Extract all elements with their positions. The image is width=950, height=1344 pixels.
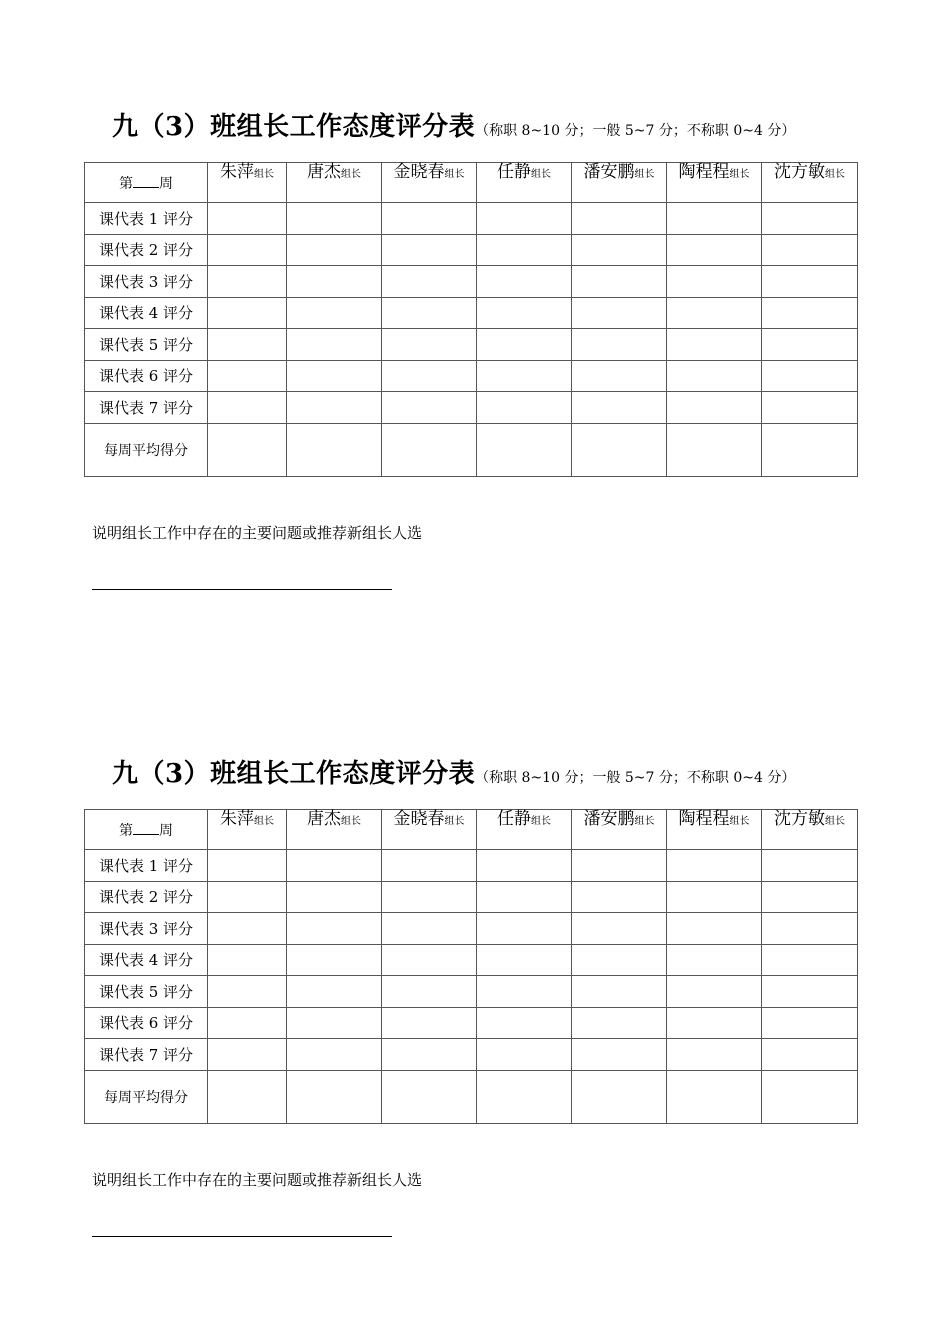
leader-name: 潘安鹏 <box>583 809 635 829</box>
leader-role: 组长 <box>634 816 655 827</box>
scale-note: （称职 8~10 分；一般 5~7 分；不称职 0~4 分） <box>475 770 796 786</box>
form-title-line <box>112 753 795 790</box>
score-cell[interactable] <box>287 913 382 945</box>
score-row <box>85 234 858 266</box>
average-cell[interactable] <box>667 423 762 476</box>
average-label: 每周平均得分 <box>85 1070 208 1123</box>
leader-header <box>667 163 762 203</box>
score-row <box>85 881 858 913</box>
score-cell[interactable] <box>572 881 667 913</box>
score-row <box>85 360 858 392</box>
score-cell[interactable] <box>287 329 382 361</box>
leader-name: 陶程程 <box>678 162 730 182</box>
leader-name: 沈方敏 <box>774 809 825 829</box>
row-label: 课代表 6 评分 <box>85 360 208 392</box>
row-label: 课代表 1 评分 <box>85 850 208 882</box>
score-cell[interactable] <box>477 360 572 392</box>
score-cell[interactable] <box>572 329 667 361</box>
score-cell[interactable] <box>208 850 287 882</box>
score-cell[interactable] <box>477 266 572 298</box>
score-row <box>85 203 858 235</box>
header-row <box>85 163 858 203</box>
score-cell[interactable] <box>477 913 572 945</box>
score-cell[interactable] <box>762 203 858 235</box>
score-cell[interactable] <box>762 881 858 913</box>
average-cell[interactable] <box>287 1070 382 1123</box>
week-suffix: 周 <box>159 175 173 192</box>
leader-name: 任静 <box>497 162 531 182</box>
score-cell[interactable] <box>667 944 762 976</box>
score-cell[interactable] <box>208 913 287 945</box>
row-label: 课代表 2 评分 <box>85 881 208 913</box>
score-cell[interactable] <box>208 203 287 235</box>
leader-header <box>572 810 667 850</box>
week-suffix: 周 <box>159 822 173 839</box>
leader-header <box>382 163 477 203</box>
score-row <box>85 976 858 1008</box>
leader-header <box>287 810 382 850</box>
leader-role: 组长 <box>729 169 750 180</box>
score-cell[interactable] <box>762 360 858 392</box>
row-label: 课代表 1 评分 <box>85 203 208 235</box>
average-cell[interactable] <box>572 423 667 476</box>
average-cell[interactable] <box>762 1070 858 1123</box>
score-cell[interactable] <box>208 360 287 392</box>
score-cell[interactable] <box>208 266 287 298</box>
average-cell[interactable] <box>208 1070 287 1123</box>
score-cell[interactable] <box>762 850 858 882</box>
score-cell[interactable] <box>572 266 667 298</box>
average-cell[interactable] <box>382 1070 477 1123</box>
score-cell[interactable] <box>667 976 762 1008</box>
header-row <box>85 810 858 850</box>
score-cell[interactable] <box>762 1007 858 1039</box>
score-cell[interactable] <box>287 360 382 392</box>
score-cell[interactable] <box>208 944 287 976</box>
comment-prompt: 说明组长工作中存在的主要问题或推荐新组长人选 <box>92 1171 423 1189</box>
score-cell[interactable] <box>572 203 667 235</box>
average-label: 每周平均得分 <box>85 423 208 476</box>
leader-role: 组长 <box>531 816 551 827</box>
score-cell[interactable] <box>477 850 572 882</box>
score-cell[interactable] <box>382 392 477 424</box>
score-cell[interactable] <box>667 203 762 235</box>
leader-name: 潘安鹏 <box>583 162 635 182</box>
score-cell[interactable] <box>667 881 762 913</box>
leader-name: 金晓春 <box>393 162 445 182</box>
row-label: 课代表 3 评分 <box>85 266 208 298</box>
leader-role: 组长 <box>531 169 551 180</box>
score-cell[interactable] <box>477 203 572 235</box>
score-cell[interactable] <box>477 297 572 329</box>
leader-name: 金晓春 <box>393 809 445 829</box>
leader-role: 组长 <box>825 169 845 180</box>
score-cell[interactable] <box>382 360 477 392</box>
score-cell[interactable] <box>287 1039 382 1071</box>
form-title: 九（3）班组长工作态度评分表 <box>112 759 476 789</box>
score-cell[interactable] <box>477 1007 572 1039</box>
leader-role: 组长 <box>341 816 361 827</box>
score-cell[interactable] <box>382 297 477 329</box>
score-row <box>85 1007 858 1039</box>
score-cell[interactable] <box>382 850 477 882</box>
score-cell[interactable] <box>287 266 382 298</box>
score-row <box>85 1039 858 1071</box>
leader-name: 朱萍 <box>220 809 254 829</box>
average-cell[interactable] <box>667 1070 762 1123</box>
score-cell[interactable] <box>667 297 762 329</box>
score-cell[interactable] <box>208 976 287 1008</box>
score-cell[interactable] <box>762 297 858 329</box>
leader-role: 组长 <box>729 816 750 827</box>
score-cell[interactable] <box>382 913 477 945</box>
score-row <box>85 266 858 298</box>
score-cell[interactable] <box>382 203 477 235</box>
average-cell[interactable] <box>382 423 477 476</box>
row-label: 课代表 2 评分 <box>85 234 208 266</box>
leader-role: 组长 <box>444 169 465 180</box>
score-cell[interactable] <box>762 329 858 361</box>
score-cell[interactable] <box>382 266 477 298</box>
leader-header <box>208 810 287 850</box>
score-table <box>84 162 858 477</box>
leader-header <box>287 163 382 203</box>
row-label: 课代表 4 评分 <box>85 944 208 976</box>
score-cell[interactable] <box>208 881 287 913</box>
score-cell[interactable] <box>572 913 667 945</box>
leader-name: 唐杰 <box>307 162 341 182</box>
average-cell[interactable] <box>762 423 858 476</box>
score-cell[interactable] <box>762 392 858 424</box>
leader-name: 陶程程 <box>678 809 730 829</box>
week-prefix: 第 <box>119 175 133 192</box>
week-header <box>85 810 208 850</box>
score-cell[interactable] <box>762 976 858 1008</box>
leader-role: 组长 <box>634 169 655 180</box>
average-row <box>85 423 858 476</box>
score-cell[interactable] <box>477 234 572 266</box>
average-cell[interactable] <box>477 1070 572 1123</box>
comment-answer-line[interactable] <box>92 1236 392 1237</box>
score-cell[interactable] <box>667 392 762 424</box>
score-cell[interactable] <box>287 850 382 882</box>
leader-header <box>667 810 762 850</box>
score-cell[interactable] <box>477 944 572 976</box>
row-label: 课代表 4 评分 <box>85 297 208 329</box>
row-label: 课代表 6 评分 <box>85 1007 208 1039</box>
score-row <box>85 913 858 945</box>
score-cell[interactable] <box>572 1007 667 1039</box>
score-cell[interactable] <box>572 850 667 882</box>
leader-header <box>382 810 477 850</box>
score-cell[interactable] <box>208 1039 287 1071</box>
leader-header <box>208 163 287 203</box>
leader-role: 组长 <box>444 816 465 827</box>
leader-name: 唐杰 <box>307 809 341 829</box>
score-cell[interactable] <box>208 392 287 424</box>
leader-header <box>572 163 667 203</box>
row-label: 课代表 7 评分 <box>85 392 208 424</box>
score-cell[interactable] <box>762 944 858 976</box>
score-row <box>85 297 858 329</box>
score-cell[interactable] <box>382 234 477 266</box>
score-cell[interactable] <box>287 1007 382 1039</box>
score-cell[interactable] <box>287 203 382 235</box>
score-cell[interactable] <box>287 297 382 329</box>
score-cell[interactable] <box>667 1039 762 1071</box>
score-cell[interactable] <box>477 329 572 361</box>
leader-name: 任静 <box>497 809 531 829</box>
week-header <box>85 163 208 203</box>
score-cell[interactable] <box>667 266 762 298</box>
score-cell[interactable] <box>667 329 762 361</box>
row-label: 课代表 3 评分 <box>85 913 208 945</box>
score-row <box>85 944 858 976</box>
week-number-blank[interactable] <box>133 173 159 188</box>
average-cell[interactable] <box>477 423 572 476</box>
score-row <box>85 392 858 424</box>
score-cell[interactable] <box>667 360 762 392</box>
score-cell[interactable] <box>667 913 762 945</box>
score-cell[interactable] <box>382 1007 477 1039</box>
score-cell[interactable] <box>762 1039 858 1071</box>
score-cell[interactable] <box>382 1039 477 1071</box>
score-cell[interactable] <box>382 881 477 913</box>
week-number-blank[interactable] <box>133 820 159 835</box>
leader-header <box>762 163 858 203</box>
week-prefix: 第 <box>119 822 133 839</box>
score-cell[interactable] <box>208 297 287 329</box>
score-cell[interactable] <box>477 392 572 424</box>
score-cell[interactable] <box>477 881 572 913</box>
leader-role: 组长 <box>254 169 274 180</box>
score-cell[interactable] <box>667 1007 762 1039</box>
score-row <box>85 850 858 882</box>
form-title-line <box>112 106 795 143</box>
score-cell[interactable] <box>382 976 477 1008</box>
score-cell[interactable] <box>208 1007 287 1039</box>
score-cell[interactable] <box>762 266 858 298</box>
score-cell[interactable] <box>572 297 667 329</box>
leader-name: 沈方敏 <box>774 162 825 182</box>
score-cell[interactable] <box>477 1039 572 1071</box>
score-cell[interactable] <box>208 329 287 361</box>
score-cell[interactable] <box>667 234 762 266</box>
comment-answer-line[interactable] <box>92 589 392 590</box>
score-cell[interactable] <box>572 234 667 266</box>
score-cell[interactable] <box>382 329 477 361</box>
score-cell[interactable] <box>762 913 858 945</box>
row-label: 课代表 5 评分 <box>85 329 208 361</box>
score-cell[interactable] <box>208 234 287 266</box>
leader-header <box>477 810 572 850</box>
score-cell[interactable] <box>287 976 382 1008</box>
score-cell[interactable] <box>762 234 858 266</box>
leader-name: 朱萍 <box>220 162 254 182</box>
row-label: 课代表 7 评分 <box>85 1039 208 1071</box>
score-cell[interactable] <box>382 944 477 976</box>
row-label: 课代表 5 评分 <box>85 976 208 1008</box>
scale-note: （称职 8~10 分；一般 5~7 分；不称职 0~4 分） <box>475 123 796 139</box>
score-row <box>85 329 858 361</box>
average-row <box>85 1070 858 1123</box>
leader-header <box>477 163 572 203</box>
score-cell[interactable] <box>287 392 382 424</box>
average-cell[interactable] <box>572 1070 667 1123</box>
score-cell[interactable] <box>287 881 382 913</box>
leader-role: 组长 <box>825 816 845 827</box>
leader-role: 组长 <box>341 169 361 180</box>
average-cell[interactable] <box>208 423 287 476</box>
score-table <box>84 809 858 1124</box>
form-title: 九（3）班组长工作态度评分表 <box>112 112 476 142</box>
score-cell[interactable] <box>667 850 762 882</box>
score-cell[interactable] <box>572 1039 667 1071</box>
score-cell[interactable] <box>572 976 667 1008</box>
score-cell[interactable] <box>572 944 667 976</box>
average-cell[interactable] <box>287 423 382 476</box>
leader-header <box>762 810 858 850</box>
score-cell[interactable] <box>287 234 382 266</box>
leader-role: 组长 <box>254 816 274 827</box>
score-cell[interactable] <box>287 944 382 976</box>
score-cell[interactable] <box>572 360 667 392</box>
comment-prompt: 说明组长工作中存在的主要问题或推荐新组长人选 <box>92 524 423 542</box>
score-cell[interactable] <box>477 976 572 1008</box>
score-cell[interactable] <box>572 392 667 424</box>
